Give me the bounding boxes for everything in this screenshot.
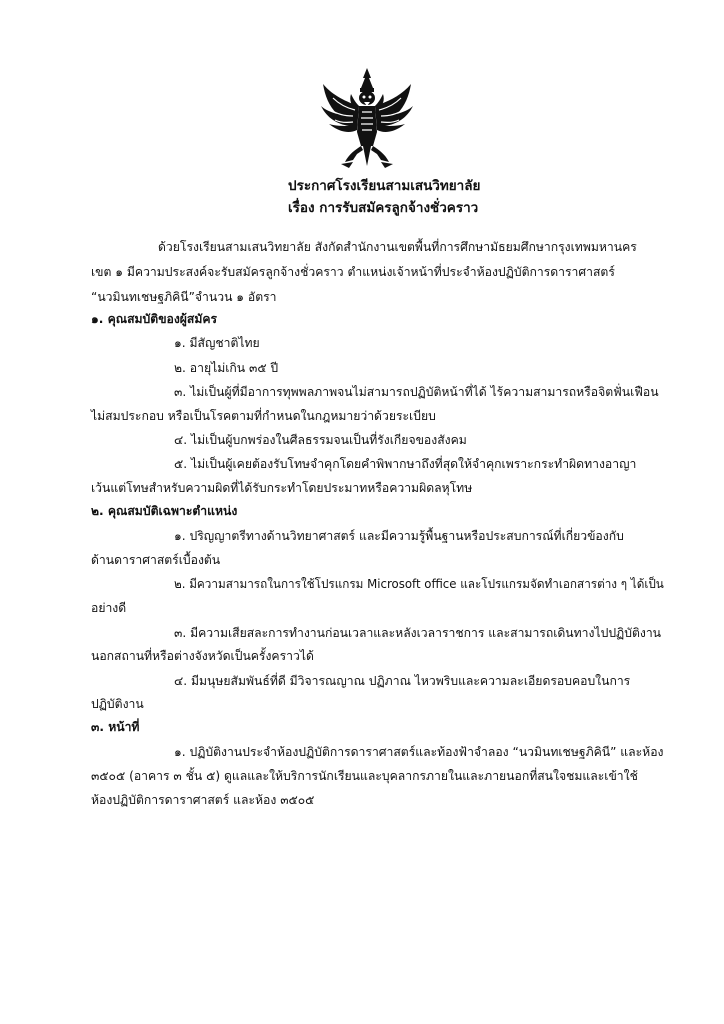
body-text-line: เว้นแต่โทษสำหรับความผิดที่ได้รับกระทำโดยประมาทหรือความผิดลหุโทษ bbox=[91, 481, 473, 495]
body-text-line: อย่างดี bbox=[91, 601, 127, 615]
body-text-line: ๑. ปริญญาตรีทางด้านวิทยาศาสตร์ และมีความรู้พื้นฐานหรือประสบการณ์ที่เกี่ยวข้องกับ bbox=[174, 529, 624, 543]
body-text-line: ๔. มีมนุษยสัมพันธ์ที่ดี มีวิจารณญาณ ปฏิภาณ ไหวพริบและความละเอียดรอบคอบในการ bbox=[174, 674, 631, 688]
body-text-line: ๓. มีความเสียสละการทำงานก่อนเวลาและหลังเวลาราชการ และสามารถเดินทางไปปฏิบัติงาน bbox=[174, 626, 662, 640]
body-text-line: ด้วยโรงเรียนสามเสนวิทยาลัย สังกัดสำนักงานเขตพื้นที่การศึกษามัธยมศึกษากรุงเทพมหานคร bbox=[158, 240, 637, 254]
body-text-line: นอกสถานที่หรือต่างจังหวัดเป็นครั้งคราวได้ bbox=[91, 649, 314, 663]
body-text-line: เขต ๑ มีความประสงค์จะรับสมัครลูกจ้างชั่วคราว ตำแหน่งเจ้าหน้าที่ประจำห้องปฏิบัติการดาราศาสตร์ bbox=[91, 265, 615, 279]
body-text-line: ไม่สมประกอบ หรือเป็นโรคตามที่กำหนดในกฎหมายว่าด้วยระเบียบ bbox=[91, 409, 436, 423]
body-text-line: ปฏิบัติงาน bbox=[91, 697, 144, 711]
body-text-line: “นวมินทเชษฐภิคินี”จำนวน ๑ อัตรา bbox=[91, 290, 277, 304]
body-text-line: ๔. ไม่เป็นผู้บกพร่องในศีลธรรมจนเป็นที่รังเกียจของสังคม bbox=[174, 433, 467, 447]
body-text-line: ๓. ไม่เป็นผู้ที่มีอาการทุพพลภาพจนไม่สามารถปฏิบัติหน้าที่ได้ ไร้ความสามารถหรือจิตฟั่นเฟือน bbox=[174, 385, 659, 399]
body-text-line: ๒. อายุไม่เกิน ๓๕ ปี bbox=[174, 361, 279, 375]
body-text-line: ห้องปฏิบัติการดาราศาสตร์ และห้อง ๓๕๐๕ bbox=[91, 793, 315, 807]
garuda-emblem-icon bbox=[319, 66, 415, 170]
body-text-line: ๒. มีความสามารถในการใช้โปรแกรม Microsoft office และโปรแกรมจัดทำเอกสารต่าง ๆ ได้เป็น bbox=[174, 577, 664, 591]
body-text-line: ๑. ปฏิบัติงานประจำห้องปฏิบัติการดาราศาสตร์และท้องฟ้าจำลอง “นวมินทเชษฐภิคินี” และห้อง bbox=[174, 745, 664, 759]
body-text-line: ๑. มีสัญชาติไทย bbox=[174, 336, 260, 350]
body-text-line: ๕. ไม่เป็นผู้เคยต้องรับโทษจำคุกโดยคำพิพากษาถึงที่สุดให้จำคุกเพราะกระทำผิดทางอาญา bbox=[174, 457, 637, 471]
body-text-line: ด้านดาราศาสตร์เบื้องต้น bbox=[91, 553, 221, 567]
section-heading: ๒. คุณสมบัติเฉพาะตำแหน่ง bbox=[91, 504, 238, 518]
section-heading: ๓. หน้าที่ bbox=[91, 720, 140, 734]
body-text-line: ๓๕๐๕ (อาคาร ๓ ชั้น ๕) ดูแลและให้บริการนักเรียนและบุคลากรภายในและภายนอกที่สนใจชมและเข้าใช้ bbox=[91, 769, 638, 783]
announcement-title bbox=[288, 175, 480, 219]
title-line-1: ประกาศโรงเรียนสามเสนวิทยาลัย bbox=[288, 178, 481, 194]
section-heading: ๑. คุณสมบัติของผู้สมัคร bbox=[91, 312, 218, 326]
title-line-2: เรื่อง การรับสมัครลูกจ้างชั่วคราว bbox=[288, 200, 479, 216]
